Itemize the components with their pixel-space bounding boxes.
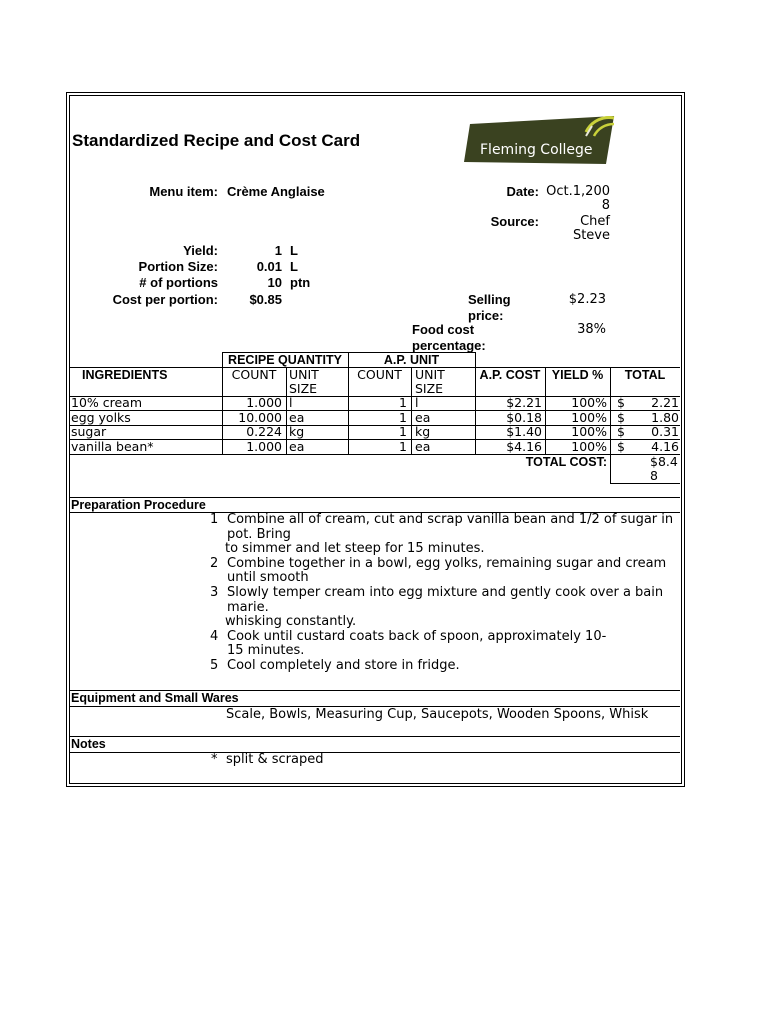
yield-unit: L bbox=[290, 243, 298, 258]
date-value-line2: 8 bbox=[601, 198, 610, 213]
header-ap-unit-size-line2: SIZE bbox=[415, 381, 444, 396]
ingredient-name: vanilla bean* bbox=[71, 439, 154, 454]
num-portions-unit: ptn bbox=[290, 275, 311, 290]
recipe-unit: l bbox=[289, 395, 293, 410]
table-col-border bbox=[411, 367, 412, 454]
prep-step-text: pot. Bring bbox=[227, 526, 291, 542]
ingredient-name: 10% cream bbox=[71, 395, 143, 410]
ap-count: 1 bbox=[399, 424, 407, 439]
yield-percent: 100% bbox=[571, 410, 607, 425]
food-cost-label-line1: Food cost bbox=[412, 322, 475, 337]
yield-percent: 100% bbox=[571, 395, 607, 410]
total-cost-label: TOTAL COST: bbox=[525, 455, 607, 469]
prep-step-text: Cool completely and store in fridge. bbox=[227, 658, 460, 673]
prep-step-number: 4 bbox=[210, 628, 219, 644]
ap-cost: $1.40 bbox=[506, 424, 542, 439]
svg-text:Fleming College: Fleming College bbox=[480, 142, 593, 158]
header-count: COUNT bbox=[231, 367, 277, 382]
prep-step-text: to simmer and let steep for 15 minutes. bbox=[225, 541, 485, 557]
total-currency: $ bbox=[617, 395, 625, 410]
total-currency: $ bbox=[617, 424, 625, 439]
total-cost-bottom-border bbox=[610, 483, 680, 484]
total-value: 1.80 bbox=[651, 410, 679, 425]
selling-price-label-line2: price: bbox=[468, 308, 504, 323]
prep-step-text: Cook until custard coats back of spoon, approximately 10- bbox=[227, 628, 607, 644]
ap-count: 1 bbox=[399, 439, 407, 454]
prep-step-text: 15 minutes. bbox=[227, 643, 305, 659]
food-cost-label-line2: percentage: bbox=[412, 338, 486, 353]
prep-step-text: until smooth bbox=[227, 570, 309, 586]
header-unit-size-line2: SIZE bbox=[289, 381, 318, 396]
ingredient-name: sugar bbox=[71, 424, 107, 439]
ap-unit: ea bbox=[415, 410, 431, 425]
notes-top-border bbox=[69, 736, 680, 737]
portion-size-value: 0.01 bbox=[256, 259, 282, 274]
total-currency: $ bbox=[617, 410, 625, 425]
recipe-unit: ea bbox=[289, 439, 305, 454]
recipe-count: 1.000 bbox=[246, 395, 282, 410]
prep-heading: Preparation Procedure bbox=[71, 498, 206, 512]
selling-price-value: $2.23 bbox=[568, 292, 606, 307]
prep-step-number: 3 bbox=[210, 585, 219, 600]
yield-percent: 100% bbox=[571, 439, 607, 454]
table-col-border bbox=[610, 367, 611, 483]
notes-text: split & scraped bbox=[226, 752, 324, 767]
recipe-unit: ea bbox=[289, 410, 305, 425]
ap-cost: $4.16 bbox=[506, 439, 542, 454]
total-cost-value-line2: 8 bbox=[650, 468, 658, 483]
cost-per-portion-label: Cost per portion: bbox=[112, 292, 218, 307]
ap-count: 1 bbox=[399, 410, 407, 425]
prep-step-number: 5 bbox=[210, 658, 219, 673]
portion-size-unit: L bbox=[290, 259, 298, 274]
header-ap-count: COUNT bbox=[357, 367, 402, 382]
header-ingredients: INGREDIENTS bbox=[82, 368, 168, 382]
ap-cost: $2.21 bbox=[506, 395, 542, 410]
cost-per-portion-value: $0.85 bbox=[249, 292, 282, 307]
prep-step-text: Combine all of cream, cut and scrap vanilla bean and 1/2 of sugar in bbox=[227, 512, 674, 527]
menu-item-value: Crème Anglaise bbox=[227, 184, 325, 199]
header-ap-cost: A.P. COST bbox=[479, 368, 541, 382]
recipe-count: 10.000 bbox=[238, 410, 282, 425]
equipment-heading: Equipment and Small Wares bbox=[71, 691, 239, 705]
notes-heading: Notes bbox=[71, 737, 106, 751]
header-unit-size-line1: UNIT bbox=[289, 367, 319, 382]
ap-cost: $0.18 bbox=[506, 410, 542, 425]
ap-unit: kg bbox=[415, 424, 431, 439]
total-cost-value-line1: $8.4 bbox=[650, 454, 678, 469]
prep-step-number: 1 bbox=[210, 512, 219, 527]
header-ap-unit: A.P. UNIT bbox=[383, 353, 440, 367]
header-yield: YIELD % bbox=[551, 368, 604, 382]
yield-value: 1 bbox=[274, 243, 282, 258]
ap-unit: l bbox=[415, 395, 419, 410]
yield-label: Yield: bbox=[183, 243, 218, 258]
ap-count: 1 bbox=[399, 395, 407, 410]
menu-item-label: Menu item: bbox=[149, 184, 218, 199]
header-ap-unit-size-line1: UNIT bbox=[415, 367, 445, 382]
selling-price-label-line1: Selling bbox=[468, 292, 511, 307]
fleming-college-logo bbox=[464, 114, 616, 166]
header-total: TOTAL bbox=[624, 368, 666, 382]
prep-step-text: Slowly temper cream into egg mixture and gently cook over a bain bbox=[227, 585, 664, 600]
notes-heading-bottom-border bbox=[69, 752, 680, 753]
num-portions-value: 10 bbox=[267, 275, 282, 290]
recipe-count: 1.000 bbox=[246, 439, 282, 454]
source-value-line1: Chef bbox=[580, 214, 610, 229]
total-value: 2.21 bbox=[651, 395, 679, 410]
table-col-border bbox=[286, 367, 287, 454]
yield-percent: 100% bbox=[571, 424, 607, 439]
ingredient-name: egg yolks bbox=[71, 410, 131, 425]
date-value-line1: Oct.1,200 bbox=[546, 184, 610, 199]
header-recipe-quantity: RECIPE QUANTITY bbox=[228, 353, 342, 367]
source-value-line2: Steve bbox=[572, 228, 610, 243]
food-cost-value: 38% bbox=[577, 322, 606, 337]
notes-bullet: * bbox=[211, 752, 218, 767]
total-value: 0.31 bbox=[651, 424, 679, 439]
prep-step-text: marie. bbox=[227, 599, 269, 615]
total-currency: $ bbox=[617, 439, 625, 454]
recipe-unit: kg bbox=[289, 424, 305, 439]
source-label: Source: bbox=[490, 214, 539, 229]
prep-step-text: whisking constantly. bbox=[225, 614, 357, 630]
ap-unit: ea bbox=[415, 439, 431, 454]
page-title: Standardized Recipe and Cost Card bbox=[72, 131, 361, 150]
portion-size-label: Portion Size: bbox=[138, 259, 218, 274]
equipment-list: Scale, Bowls, Measuring Cup, Saucepots, Wooden Spoons, Whisk bbox=[226, 707, 649, 722]
recipe-count: 0.224 bbox=[246, 424, 282, 439]
prep-step-text: Combine together in a bowl, egg yolks, remaining sugar and cream bbox=[227, 555, 667, 571]
date-label: Date: bbox=[506, 184, 539, 199]
prep-step-number: 2 bbox=[210, 555, 219, 571]
total-value: 4.16 bbox=[651, 439, 679, 454]
num-portions-label: # of portions bbox=[139, 275, 218, 290]
